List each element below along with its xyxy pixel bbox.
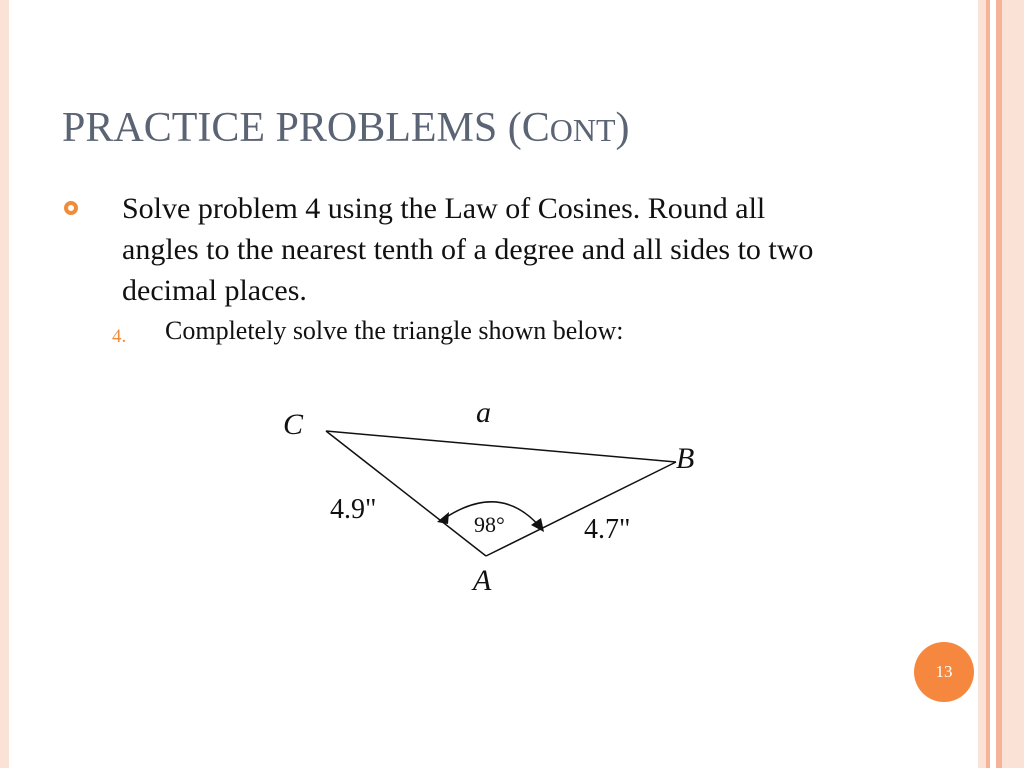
side-c-line	[486, 462, 676, 556]
vertex-b-label: B	[676, 442, 695, 475]
bullet-text: Solve problem 4 using the Law of Cosines. Round all angles to the nearest tenth of a degree and all sides to two decimal places.	[122, 192, 814, 307]
angle-arrow-left	[437, 512, 449, 524]
sub-item-text: Completely solve the triangle shown below:	[165, 316, 624, 345]
angle-a-label: 98°	[474, 512, 505, 537]
side-b-label: 4.9"	[330, 494, 377, 525]
title-end: )	[615, 105, 630, 151]
title-main: PRACTICE PROBLEMS (C	[62, 105, 550, 151]
side-a-label: a	[476, 396, 491, 429]
sub-item-number: 4.	[112, 326, 127, 347]
side-c-label: 4.7"	[584, 514, 631, 545]
side-a-line	[326, 431, 676, 462]
title-small-caps: ONT	[549, 112, 616, 148]
vertex-c-label: C	[283, 408, 304, 441]
vertex-a-label: A	[473, 564, 492, 597]
page-number-badge: 13	[914, 642, 974, 702]
